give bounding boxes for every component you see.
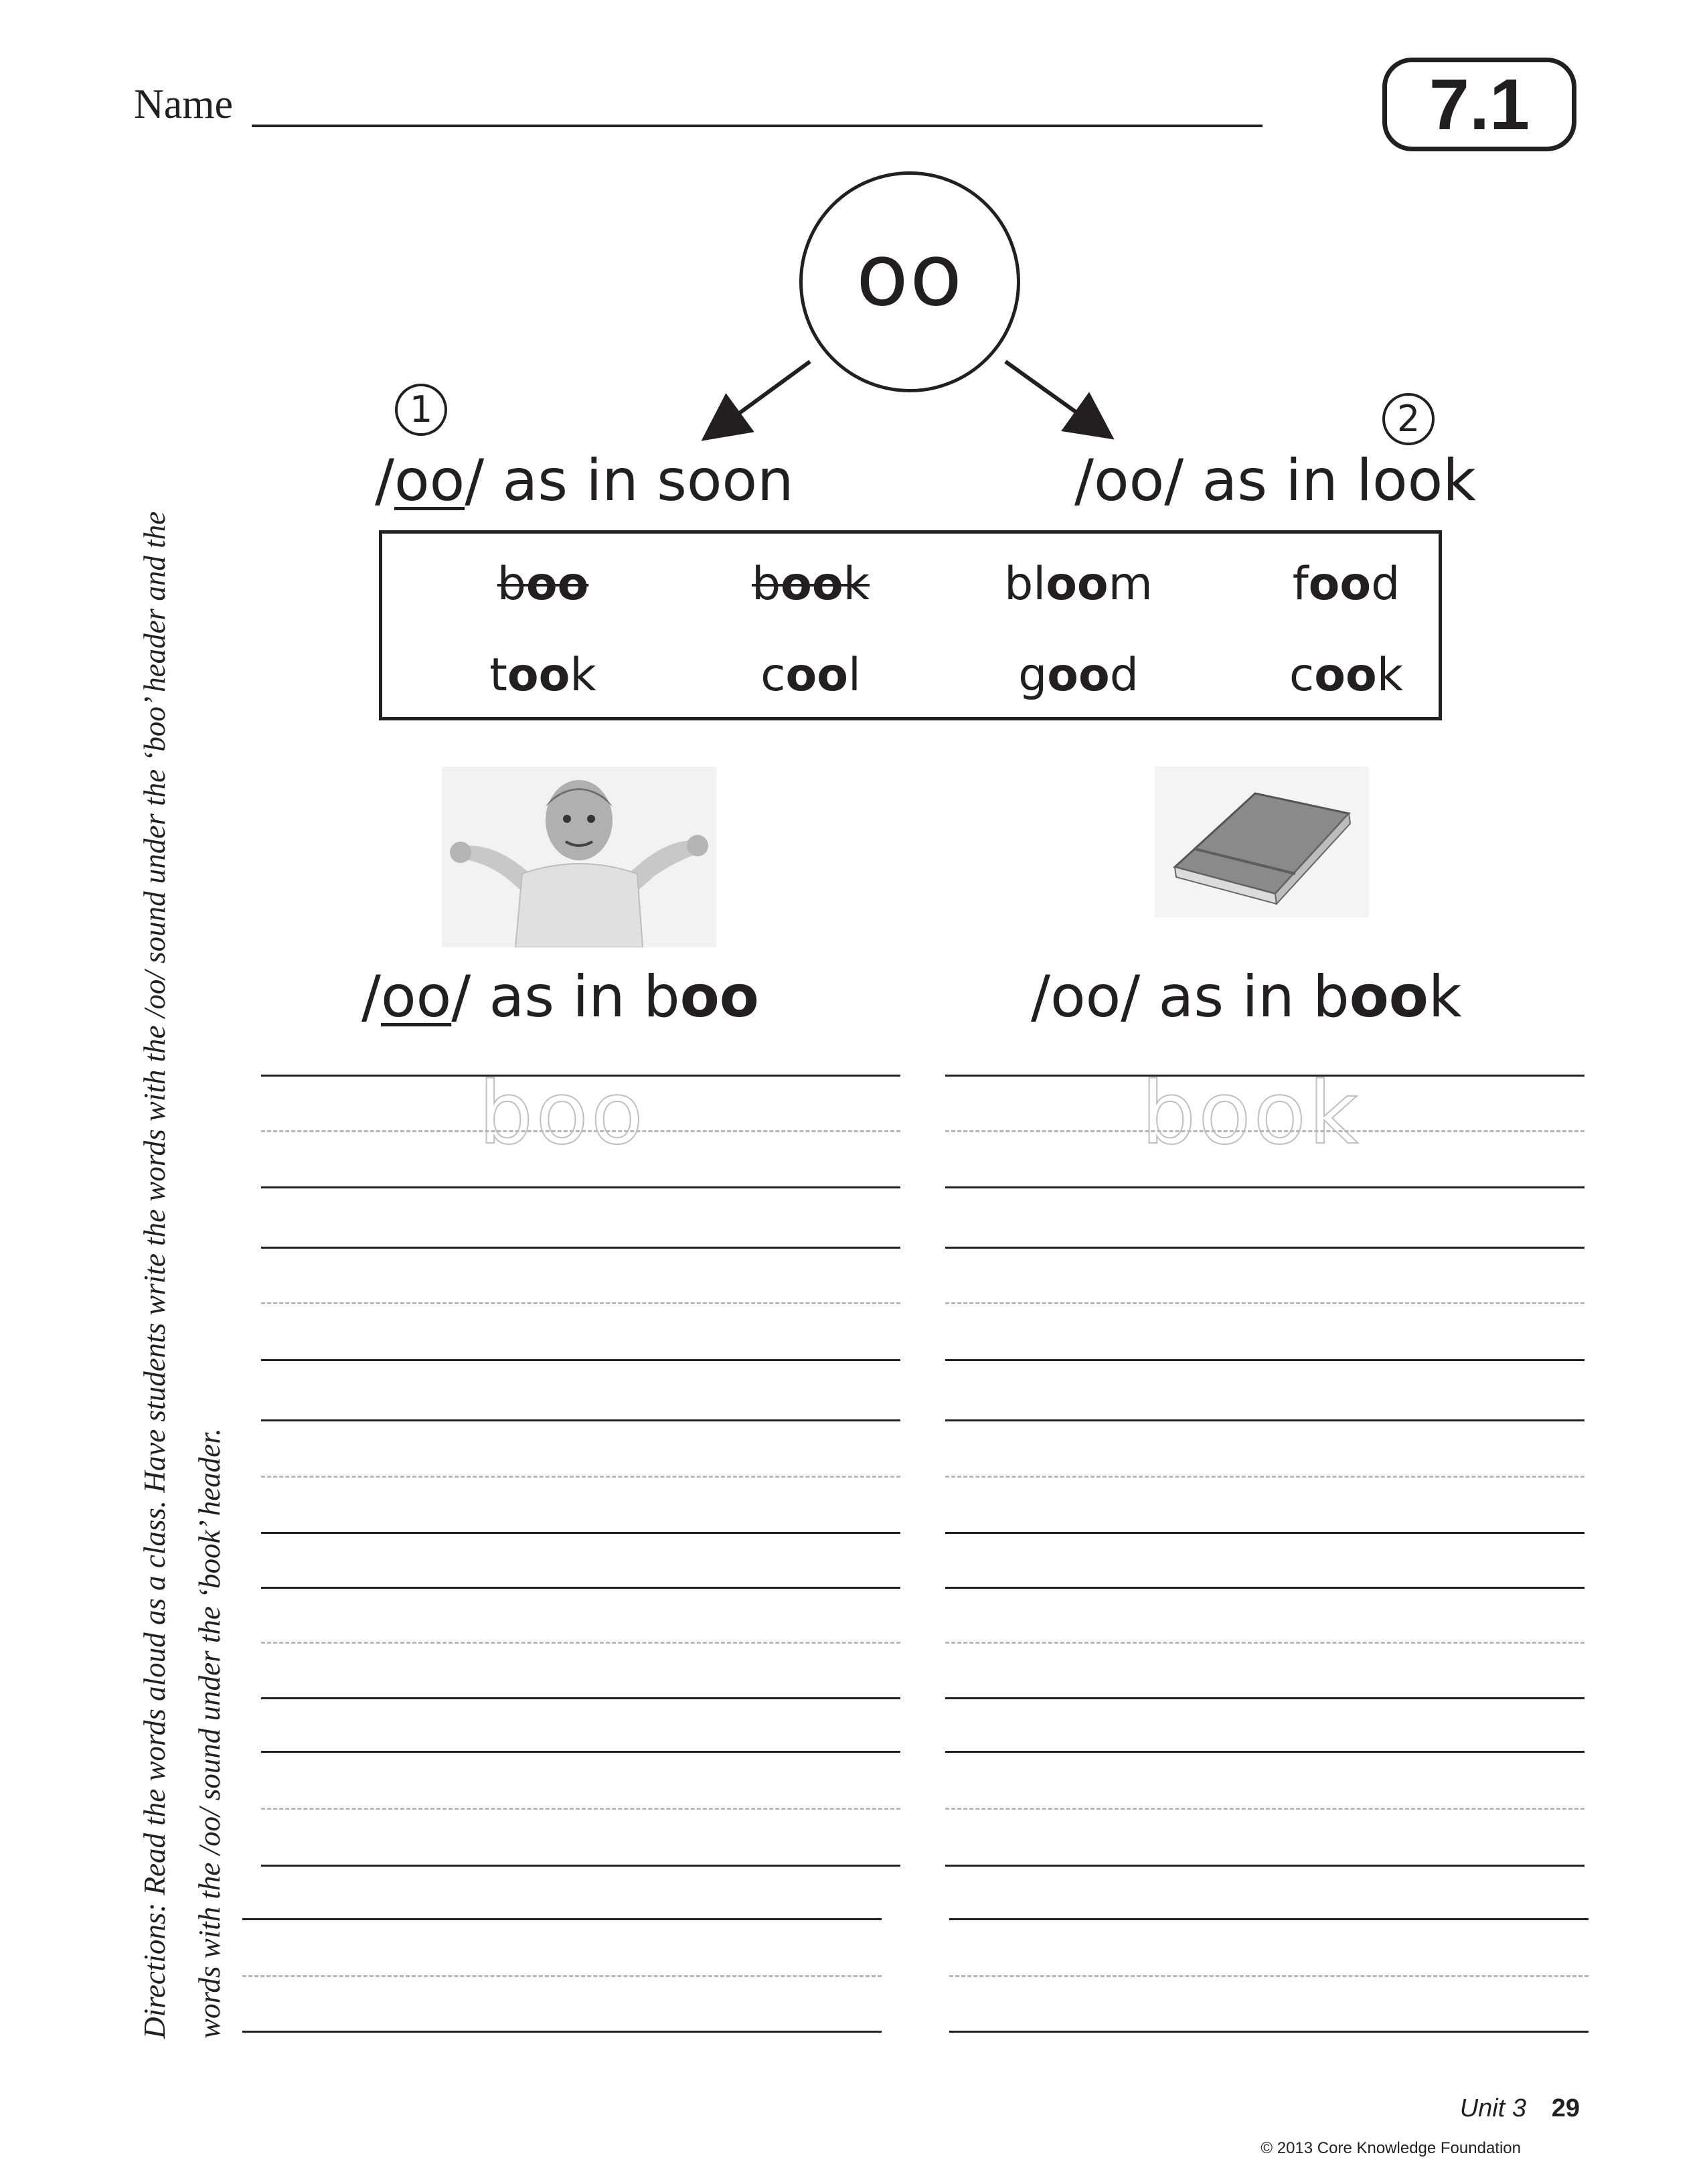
name-label: Name	[134, 82, 234, 127]
right-arrow	[1005, 362, 1105, 433]
directions-line-2: words with the /oo/ sound under the ‘book’ header.	[193, 1427, 226, 2039]
footer-unit: Unit 3	[1459, 2094, 1526, 2122]
traced-word-book: book	[1141, 1064, 1361, 1164]
name-line	[252, 125, 1263, 127]
word-cool: cool	[760, 649, 861, 702]
word-cook: cook	[1289, 649, 1404, 702]
word-book: book	[752, 558, 870, 611]
directions-line-1: Directions: Read the words aloud as a class. Have students write the words with the /oo/ sound under the ‘boo’ header and the	[138, 511, 171, 2039]
left-arrow	[711, 362, 810, 434]
column-heading-boo: /oo/ as in boo	[361, 963, 759, 1030]
boy-image	[442, 767, 716, 947]
number-circle-2: 2	[1382, 393, 1435, 445]
directions-text	[127, 218, 237, 2039]
pattern-text: oo	[856, 226, 964, 325]
number-circle-1: 1	[395, 384, 447, 436]
page-badge: 7.1	[1382, 58, 1576, 151]
traced-word-boo: boo	[479, 1064, 646, 1164]
category-heading-look: /oo/ as in look	[1074, 447, 1477, 514]
word-good: good	[1018, 649, 1139, 702]
word-box	[379, 530, 1442, 720]
word-bloom: bloom	[1004, 558, 1153, 611]
category-heading-soon: /oo/ as in soon	[375, 447, 794, 514]
copyright: © 2013 Core Knowledge Foundation	[1261, 2139, 1521, 2157]
word-took: took	[489, 649, 596, 702]
word-boo: boo	[497, 558, 589, 611]
book-image	[1155, 767, 1369, 917]
word-food: food	[1292, 558, 1400, 611]
page-number: 29	[1551, 2094, 1580, 2122]
arrows-diagram	[669, 348, 1138, 455]
column-heading-book: /oo/ as in book	[1031, 963, 1462, 1030]
